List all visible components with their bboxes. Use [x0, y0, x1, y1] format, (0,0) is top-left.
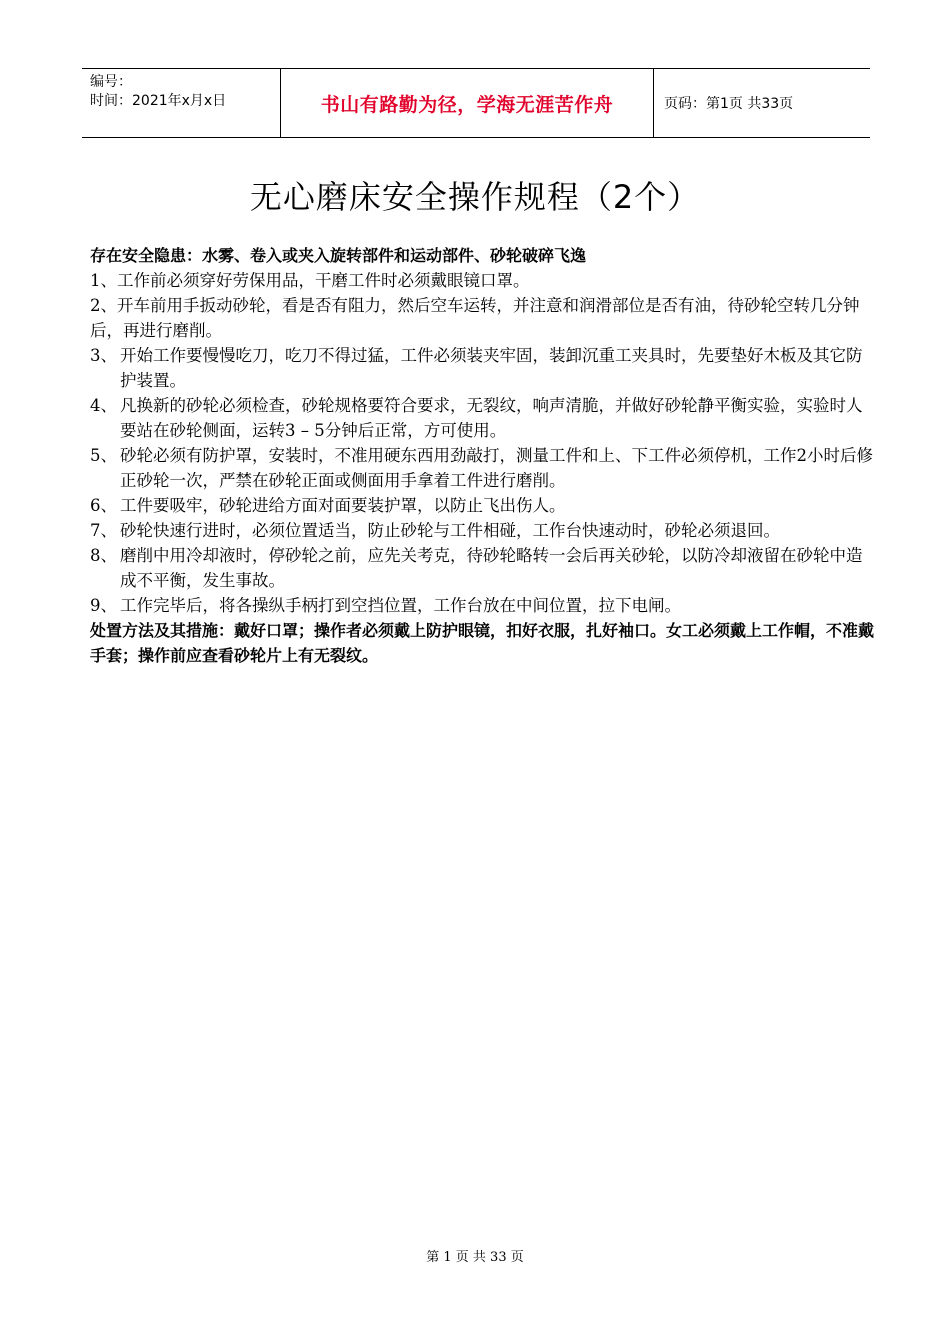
document-title: 无心磨床安全操作规程（2个） — [249, 178, 701, 216]
page-footer: 第 1 页 共 33 页 — [426, 1250, 524, 1265]
code-label: 编号： — [90, 74, 132, 90]
item-number: 2、 — [90, 296, 117, 315]
item-number: 3、 — [90, 346, 117, 365]
item-text: 砂轮快速行进时，必须位置适当，防止砂轮与工件相碰，工作台快速动时，砂轮必须退回。 — [120, 521, 780, 540]
document-body — [90, 243, 874, 668]
date-line: 时间：2021年x月x日 — [90, 93, 227, 109]
item-text: 工件要吸牢，砂轮进给方面对面要装护罩，以防止飞出伤人。 — [120, 496, 566, 515]
list-item — [90, 493, 874, 518]
item-number: 8、 — [90, 546, 117, 565]
item-number: 1、 — [90, 271, 117, 290]
list-item — [90, 293, 874, 343]
header-motto: 书山有路勤为径，学海无涯苦作舟 — [281, 69, 654, 137]
item-text: 凡换新的砂轮必须检查，砂轮规格要符合要求，无裂纹，响声清脆，并做好砂轮静平衡实验，实验时人要站在砂轮侧面，运转3 – 5分钟后正常，方可使用。 — [120, 396, 863, 440]
hazards-heading: 存在安全隐患：水雾、卷入或夹入旋转部件和运动部件、砂轮破碎飞逸 — [90, 246, 587, 265]
list-item — [90, 343, 874, 393]
item-text: 工作前必须穿好劳保用品，干磨工件时必须戴眼镜口罩。 — [117, 271, 530, 290]
item-text: 开车前用手扳动砂轮，看是否有阻力，然后空车运转，并注意和润滑部位是否有油，待砂轮空转几分钟后，再进行磨削。 — [90, 296, 860, 340]
page-header — [82, 68, 870, 138]
item-text: 开始工作要慢慢吃刀，吃刀不得过猛，工件必须装夹牢固，装卸沉重工夹具时，先要垫好木板及其它防护装置。 — [120, 346, 863, 390]
item-number: 6、 — [90, 496, 117, 515]
header-meta — [82, 69, 281, 137]
item-number: 7、 — [90, 521, 117, 540]
measures-paragraph: 处置方法及其措施：戴好口罩；操作者必须戴上防护眼镜，扣好衣服，扎好袖口。女工必须戴上工作帽，不准戴手套；操作前应查看砂轮片上有无裂纹。 — [90, 621, 875, 665]
item-number: 4、 — [90, 396, 117, 415]
header-page-info: 页码：第1页 共33页 — [664, 96, 794, 112]
item-number: 5、 — [90, 446, 117, 465]
item-text: 磨削中用冷却液时，停砂轮之前，应先关考克，待砂轮略转一会后再关砂轮，以防冷却液留在砂轮中造成不平衡，发生事故。 — [120, 546, 863, 590]
list-item — [90, 593, 874, 618]
list-item — [90, 393, 874, 443]
list-item — [90, 543, 874, 593]
list-item — [90, 443, 874, 493]
list-item — [90, 518, 874, 543]
item-text: 砂轮必须有防护罩，安装时，不准用硬东西用劲敲打，测量工件和上、下工件必须停机，工作2小时后修正砂轮一次，严禁在砂轮正面或侧面用手拿着工件进行磨削。 — [120, 446, 873, 490]
list-item — [90, 268, 874, 293]
item-text: 工作完毕后，将各操纵手柄打到空挡位置，工作台放在中间位置，拉下电闸。 — [120, 596, 681, 615]
item-number: 9、 — [90, 596, 117, 615]
